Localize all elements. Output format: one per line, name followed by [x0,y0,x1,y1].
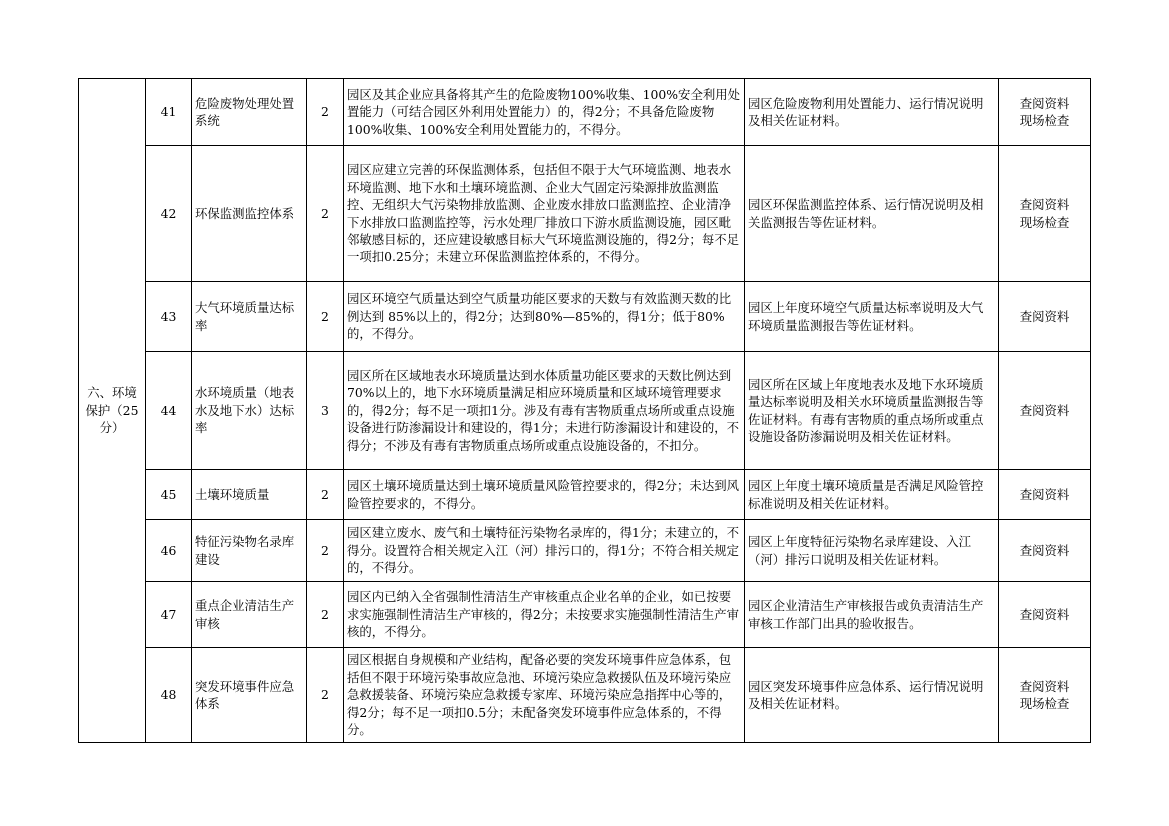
item-score: 2 [307,470,344,520]
check-method [999,352,1091,470]
supporting-materials: 园区所在区域上年度地表水及地下水环境质量达标率说明及相关水环境质量监测报告等佐证材料。有毒有害物质的重点场所或重点设施设备防渗漏说明及相关佐证材料。 [745,352,999,470]
item-name: 重点企业清洁生产审核 [192,582,307,648]
check-method-line: 现场检查 [1019,696,1070,711]
item-number: 41 [146,79,192,146]
supporting-materials: 园区突发环境事件应急体系、运行情况说明及相关佐证材料。 [745,648,999,743]
check-method-line: 查阅资料 [1019,197,1070,213]
supporting-materials: 园区危险废物利用处置能力、运行情况说明及相关佐证材料。 [745,79,999,146]
evaluation-table [78,78,1091,743]
scoring-standard: 园区应建立完善的环保监测体系，包括但不限于大气环境监测、地表水环境监测、地下水和土壤环境监测、企业大气固定污染源排放监测监控、无组织大气污染物排放监测、企业废水排放口监测监控、企业清净下水排放口监测监控等，污水处理厂排放口下游水质监测设施，园区毗邻敏感目标的，还应建设敏感目标大气环境监测设施的，得2分；每不足一项扣0.25分；未建立环保监测监控体系的，不得分。 [344,146,745,282]
item-score: 2 [307,282,344,352]
check-method [999,282,1091,352]
category-cell: 六、环境保护（25分） [79,79,146,743]
item-name: 突发环境事件应急体系 [192,648,307,743]
item-number: 43 [146,282,192,352]
scoring-standard: 园区内已纳入全省强制性清洁生产审核重点企业名单的企业，如已按要求实施强制性清洁生产审核的，得2分；未按要求实施强制性清洁生产审核的，不得分。 [344,582,745,648]
check-method-line: 查阅资料 [1019,486,1070,502]
check-method-line: 现场检查 [1019,113,1070,128]
supporting-materials: 园区企业清洁生产审核报告或负责清洁生产审核工作部门出具的验收报告。 [745,582,999,648]
supporting-materials: 园区上年度环境空气质量达标率说明及大气环境质量监测报告等佐证材料。 [745,282,999,352]
table-row [79,582,1091,648]
check-method-line: 查阅资料 [1019,402,1070,418]
item-name: 水环境质量（地表水及地下水）达标率 [192,352,307,470]
table-row [79,648,1091,743]
item-name: 大气环境质量达标率 [192,282,307,352]
table-row [79,520,1091,582]
item-name: 特征污染物名录库建设 [192,520,307,582]
scoring-standard: 园区所在区域地表水环境质量达到水体质量功能区要求的天数比例达到70%以上的，地下水环境质量满足相应环境质量和区域环境管理要求的，得2分；每不足一项扣1分。涉及有毒有害物质重点场所或重点设施设备进行防渗漏设计和建设的，得1分；未进行防渗漏设计和建设的，不得分；不涉及有毒有害物质重点场所或重点设施设备的，不扣分。 [344,352,745,470]
item-number: 44 [146,352,192,470]
item-score: 2 [307,146,344,282]
check-method-line: 查阅资料 [1019,95,1070,111]
item-number: 46 [146,520,192,582]
check-method [999,520,1091,582]
supporting-materials: 园区上年度土壤环境质量是否满足风险管控标准说明及相关佐证材料。 [745,470,999,520]
supporting-materials: 园区环保监测监控体系、运行情况说明及相关监测报告等佐证材料。 [745,146,999,282]
check-method-line: 查阅资料 [1019,678,1070,694]
item-name: 土壤环境质量 [192,470,307,520]
item-number: 48 [146,648,192,743]
item-number: 42 [146,146,192,282]
check-method [999,146,1091,282]
item-name: 环保监测监控体系 [192,146,307,282]
scoring-standard: 园区环境空气质量达到空气质量功能区要求的天数与有效监测天数的比例达到 85%以上的，得2分；达到80%—85%的，得1分；低于80%的，不得分。 [344,282,745,352]
check-method-line: 查阅资料 [1019,308,1070,324]
item-score: 2 [307,520,344,582]
supporting-materials: 园区上年度特征污染物名录库建设、入江（河）排污口说明及相关佐证材料。 [745,520,999,582]
check-method-line: 查阅资料 [1019,606,1070,622]
table-row [79,282,1091,352]
item-name: 危险废物处理处置系统 [192,79,307,146]
item-number: 45 [146,470,192,520]
scoring-standard: 园区及其企业应具备将其产生的危险废物100%收集、100%安全利用处置能力（可结合园区外利用处置能力）的，得2分；不具备危险废物100%收集、100%安全利用处置能力的，不得分。 [344,79,745,146]
scoring-standard: 园区建立废水、废气和土壤特征污染物名录库的，得1分；未建立的，不得分。设置符合相关规定入江（河）排污口的，得1分；不符合相关规定的，不得分。 [344,520,745,582]
item-number: 47 [146,582,192,648]
check-method-line: 查阅资料 [1019,542,1070,558]
scoring-standard: 园区根据自身规模和产业结构，配备必要的突发环境事件应急体系，包括但不限于环境污染事故应急池、环境污染应急救援队伍及环境污染应急救援装备、环境污染应急救援专家库、环境污染应急指挥中心等的，得2分；每不足一项扣0.5分；未配备突发环境事件应急体系的，不得分。 [344,648,745,743]
item-score: 3 [307,352,344,470]
check-method-line: 现场检查 [1019,214,1070,230]
table-row [79,352,1091,470]
check-method [999,470,1091,520]
item-score: 2 [307,79,344,146]
item-score: 2 [307,648,344,743]
check-method [999,582,1091,648]
table-row [79,146,1091,282]
table-row [79,79,1091,146]
check-method [999,79,1091,146]
check-method [999,648,1091,743]
scoring-standard: 园区土壤环境质量达到土壤环境质量风险管控要求的，得2分；未达到风险管控要求的，不得分。 [344,470,745,520]
item-score: 2 [307,582,344,648]
table-row [79,470,1091,520]
